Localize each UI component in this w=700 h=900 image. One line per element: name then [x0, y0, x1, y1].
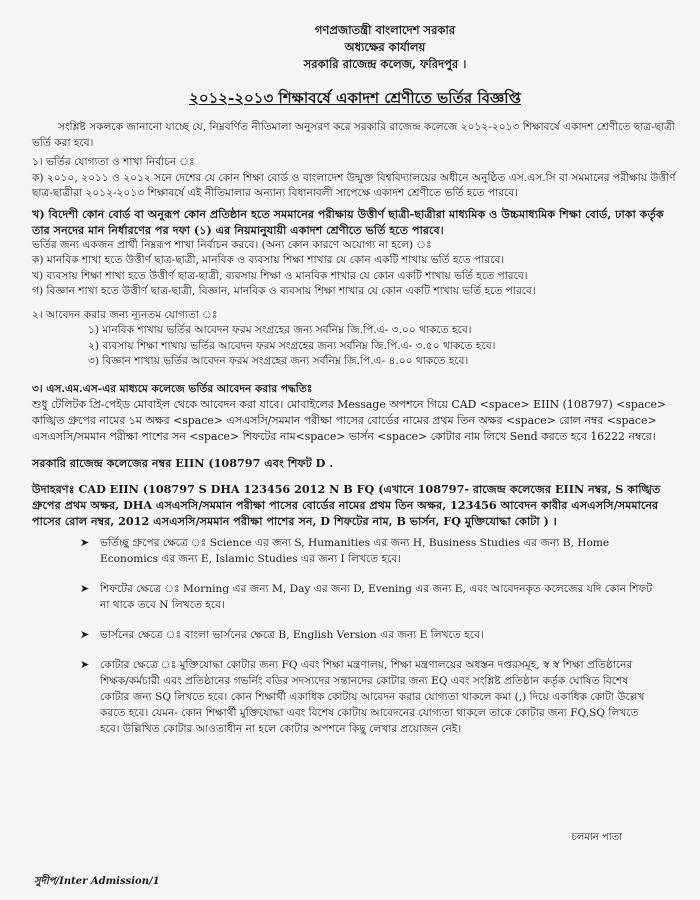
branch-item: খ) ব্যবসায় শিক্ষা শাখা হতে উত্তীর্ণ ছাত্র-ছাত্রী, ব্যবসায় শিক্ষা ও মানবিক শাখার যে কোন একটি শাখায় ভর্তি হতে পারবে।	[32, 269, 528, 282]
rule-shift-code	[32, 581, 678, 613]
college-eiin-line: সরকারি রাজেন্দ্র কলেজের নম্বর EIIN (108797 এবং শিফট D .	[32, 456, 334, 470]
arrow-bullet-icon: ➤	[80, 536, 90, 549]
rule-text: কোটার ক্ষেত্রে ঃ মুক্তিযোদ্ধা কোটার জন্য FQ এবং শিক্ষা মন্ত্রণালয়, শিক্ষা মন্ত্রণালয়ের অধস্তন দপ্তরসমূহ, স্ব স্ব শিক্ষা প্রতিষ্ঠানের শিক্ষক/কর্মচারী এবং প্রতিষ্ঠানের গভর্নিং বডির সদস্যদের সন্তানদের কোটার জন্য EQ এবং সংশ্লিষ্ট প্রতিষ্ঠান কর্তৃক ঘোষিত বিশেষ কোটার জন্য SQ লিখতে হবে। কোন শিক্ষার্থী একাধিক কোটায় আবেদন করার যোগ্যতা থাকলে কমা (,) দিয়ে একাধিক কোটা উল্লেখ করতে হবে। যেমন- কোন শিক্ষার্থী মুক্তিযোদ্ধা এবং বিশেষ কোটায় আবেদনের যোগ্যতা থাকলে তাকে কোটার জন্য FQ,SQ লিখতে হবে। উল্লিখিত কোটার আওতাধীন না হলে কোটার অপশনে কিছু লেখার প্রয়োজন নেই।	[100, 659, 645, 735]
document-reference: সুদীপ/Inter Admission/1	[34, 876, 160, 887]
section-min-qualification	[32, 308, 678, 370]
rule-version-code	[32, 627, 678, 643]
section-sms-procedure	[32, 382, 678, 530]
letterhead-college: সরকারি রাজেন্দ্র কলেজ, ফরিদপুর ।	[303, 57, 467, 71]
rule-quota-code	[32, 657, 678, 737]
continued-page-note: চলমান পাতা	[571, 832, 622, 843]
arrow-bullet-icon: ➤	[80, 628, 90, 641]
letterhead	[92, 22, 678, 73]
gpa-requirement-item: ১) মানবিক শাখায় ভর্তির আবেদন ফরম সংগ্রহের জন্য সর্বনিম্ন জি.পি.এ- ৩.০০ থাকতে হবে।	[88, 324, 472, 336]
section-eligibility	[32, 155, 678, 300]
rule-text: ভার্সনের ক্ষেত্রে ঃ বাংলা ভার্সনের ক্ষেত্রে B, English Version এর জন্য E লিখতে হবে।	[100, 629, 484, 641]
notice-title: ২০১২-২০১৩ শিক্ষাবর্ষে একাদশ শ্রেণীতে ভর্তির বিজ্ঞপ্তি	[189, 89, 521, 107]
letterhead-government: গণপ্রজাতন্ত্রী বাংলাদেশ সরকার	[314, 23, 456, 37]
branch-list	[32, 253, 678, 300]
intro-paragraph: সংশ্লিষ্ট সকলকে জানানো যাচ্ছে যে, নিম্নবর্ণিত নীতিমালা অনুসরণ করে সরকারি রাজেন্দ্র কলেজে ২০১২-২০১৩ শিক্ষাবর্ষে একাদশ শ্রেণীতে ছাত্র-ছাত্রী ভর্তি করা হবে।	[32, 121, 675, 149]
arrow-bullet-icon: ➤	[80, 582, 90, 595]
gpa-requirement-item: ৩) বিজ্ঞান শাখায় ভর্তির আবেদন ফরম সংগ্রহের জন্য সর্বনিম্ন জি.পি.এ- ৪.০০ থাকতে হবে।	[88, 355, 469, 367]
branch-item: ক) মানবিক শাখা হতে উত্তীর্ণ ছাত্র-ছাত্রী, মানবিক ও ব্যবসায় শিক্ষা শাখার যে কোন একটি শাখায় ভর্তি হতে পারবে।	[32, 254, 505, 266]
branch-selection-intro: ভর্তির জন্য একজন প্রার্থী নিম্নরূপ শাখা নির্বাচন করবে। (অন্য কোন কারণে অযোগ্য না হলে) ঃ	[32, 238, 432, 251]
gpa-requirement-item: ২) ব্যবসায় শিক্ষা শাখায় ভর্তির আবেদন ফরম সংগ্রহের জন্য সর্বনিম্ন জি.পি.এ- ৩.৫০ থাকতে হবে।	[88, 339, 496, 352]
rule-text: শিফটের ক্ষেত্রে ঃ Morning এর জন্য M, Day এর জন্য D, Evening এর জন্য E, এবং আবেদনকৃত কলেজের যদি কোন শিফট না থাকে তবে N লিখতে হবে।	[100, 583, 653, 611]
section-2-heading: ২। আবেদন করার জন্য ন্যূনতম যোগ্যতা ঃ	[32, 308, 218, 321]
rule-group-code	[32, 535, 678, 567]
eligibility-clause-ka: ক) ২০১০, ২০১১ ও ২০১২ সনে দেশের যে কোন শিক্ষা বোর্ড ও বাংলাদেশ উন্মুক্ত বিশ্ববিদ্যালয়ের অধীনে অনুষ্ঠিত এস.এস.সি বা সমমানের পরীক্ষায় উত্তীর্ণ ছাত্র-ছাত্রীরা ২০১২-২০১৩ শিক্ষাবর্ষে এই নীতিমালার অন্যান্য বিধানাবলী সাপেক্ষে একাদশ শ্রেণীতে ভর্তি হতে পারবে।	[32, 171, 676, 199]
gpa-requirement-list	[32, 323, 678, 370]
sms-instructions: শুধু টেলিটক প্রি-পেইড মোবাইল থেকে আবেদন করা যাবে। মোবাইলের Message অপশনে গিয়ে CAD <space> EIIN (108797) <space> কাঙ্খিত গ্রুপের নামের ১ম অক্ষর <space> এসএসসি/সমমান পরীক্ষা পাসের বোর্ডের নামের প্রথম তিন অক্ষর <space> রোল নম্বর <space> এসএসসি/সমমান পরীক্ষা পাশের সন <space> শিফটের নাম<space> ভার্সন <space> কোটার নাম লিখে Send করতে হবে 16222 নম্বরে।	[32, 398, 667, 443]
section-1-heading: ১। ভর্তির যোগ্যতা ও শাখা নির্বাচন ঃ	[32, 156, 195, 168]
code-rules-list	[32, 535, 678, 737]
eligibility-clause-kha: খ) বিদেশী কোন বোর্ড বা অনুরূপ কোন প্রতিষ্ঠান হতে সমমানের পরীক্ষায় উত্তীর্ণ ছাত্রী-ছাত্রীরা মাধ্যমিক ও উচ্চমাধ্যমিক শিক্ষা বোর্ড, ঢাকা কর্তৃক তার সনদের মান নির্ধারণের পর দফা (১) এর নিয়মানুযায়ী একাদশ শ্রেণীতে ভর্তি হতে পারবে।	[32, 206, 664, 237]
section-3-heading: ৩। এস.এম.এস-এর মাধ্যমে কলেজে ভর্তির আবেদন করার পদ্ধতিঃ	[32, 382, 313, 395]
branch-item: গ) বিজ্ঞান শাখা হতে উত্তীর্ণ ছাত্র-ছাত্রী, বিজ্ঞান, মানবিক ও ব্যবসায় শিক্ষা শাখার যে কোন একটি শাখায় ভর্তি হতে পারবে।	[32, 285, 536, 297]
letterhead-office: অধ্যক্ষের কার্যালয়	[344, 40, 426, 54]
sms-example: উদাহরণঃ CAD EIIN (108797 S DHA 123456 2012 N B FQ (এখানে 108797- রাজেন্দ্র কলেজের EIIN নম্বর, S কাঙ্খিত গ্রুপের প্রথম অক্ষর, DHA এসএসসি/সমমান পরীক্ষা পাসের বোর্ডের নামের প্রথম তিন অক্ষর, 123456 আবেদন কারীর এসএসসি/সমমানের পাসের রোল নম্বর, 2012 এসএসসি/সমমান পরীক্ষা পাশের সন, D শিফটের নাম, B ভার্সন, FQ মুক্তিযোদ্ধা কোটা ) ।	[32, 482, 661, 528]
arrow-bullet-icon: ➤	[80, 658, 90, 671]
rule-text: ভর্তিচ্ছু গ্রুপের ক্ষেত্রে ঃ Science এর জন্য S, Humanities এর জন্য H, Business Studies এর জন্য B, Home Economics এর জন্য E, Islamic Studies এর জন্য I লিখতে হবে।	[100, 537, 610, 565]
